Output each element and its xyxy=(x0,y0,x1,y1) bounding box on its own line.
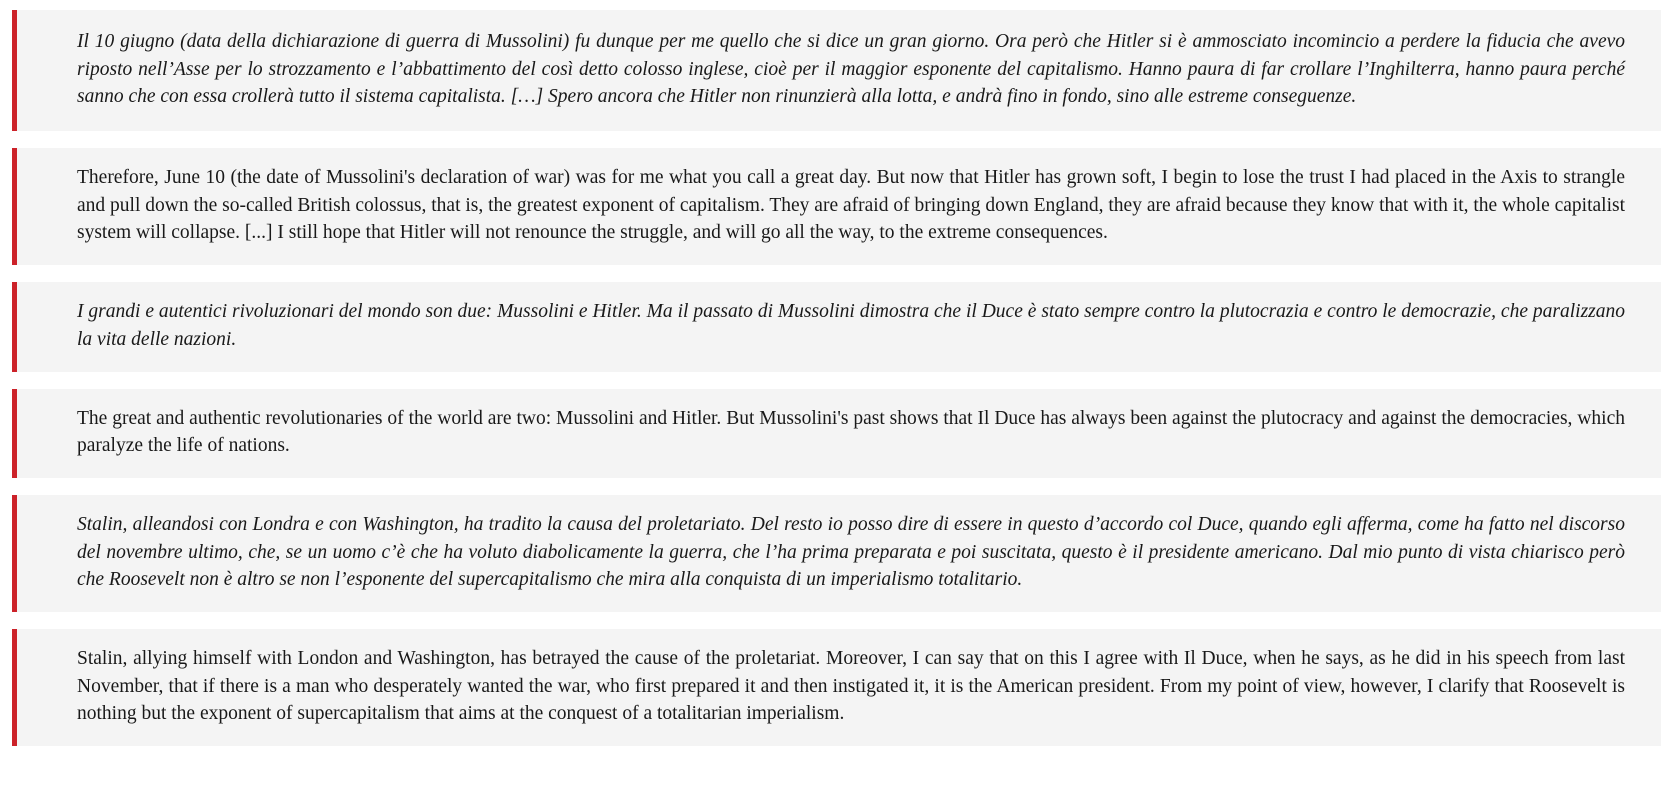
blockquote-quote-2-translation xyxy=(12,389,1661,478)
blockquote-quote-2 xyxy=(12,282,1661,371)
blockquote-text: The great and authentic revolutionaries of the world are two: Mussolini and Hitler. But Mussolini's past shows that Il Duce has always been against the plutocracy and against the democracies, which paralyze the life of nations. xyxy=(77,407,1625,457)
blockquote-text: I grandi e autentici rivoluzionari del mondo son due: Mussolini e Hitler. Ma il passato di Mussolini dimostra che il Duce è stato sempre contro la plutocrazia e contro le democrazie, che paralizzano la vita delle nazioni. xyxy=(77,301,1625,350)
blockquote-text: Therefore, June 10 (the date of Mussolini's declaration of war) was for me what you call a great day. But now that Hitler has grown soft, I begin to lose the trust I had placed in the Axis to strangle and pull down the so-called British colossus, that is, the greatest exponent of capitalism. They are afraid of bringing down England, they are afraid because they know that with it, the whole capitalist system will collapse. [...] I still hope that Hitler will not renounce the struggle, and will go all the way, to the extreme consequences. xyxy=(77,167,1625,244)
blockquote-text: Stalin, alleandosi con Londra e con Washington, ha tradito la causa del proletariato. Del resto io posso dire di essere in questo d’accordo col Duce, quando egli afferma, come ha fatto nel discorso del novembre ultimo, che, se un uomo c’è che ha voluto diabolicamente la guerra, che l’ha prima preparata e poi suscitata, questo è il presidente americano. Dal mio punto di vista chiarisco però che Roosevelt non è altro se non l’esponente del supercapitalismo che mira alla conquista di un imperialismo totalitario. xyxy=(77,513,1625,591)
blockquote-quote-1-translation xyxy=(12,148,1661,265)
blockquote-quote-3-translation xyxy=(12,629,1661,746)
blockquote-text: Stalin, allying himself with London and Washington, has betrayed the cause of the proletariat. Moreover, I can say that on this I agree with Il Duce, when he says, as he did in his speech from last November, that if there is a man who desperately wanted the war, who first prepared it and then instigated it, it is the American president. From my point of view, however, I clarify that Roosevelt is nothing but the exponent of supercapitalism that aims at the conquest of a totalitarian imperialism. xyxy=(77,647,1625,725)
blockquote-quote-1 xyxy=(12,10,1661,131)
blockquote-text: Il 10 giugno (data della dichiarazione di guerra di Mussolini) fu dunque per me quello che si dice un gran giorno. Ora però che Hitler si è ammosciato incomincio a perdere la fiducia che avevo riposto nell’Asse per lo strozzamento e l’abbattimento del così detto colosso inglese, cioè per il maggior esponente del capitalismo. Hanno paura di far crollare l’Inghilterra, hanno paura perché sanno che con essa crollerà tutto il sistema capitalista. […] Spero ancora che Hitler non rinunzierà alla lotta, e andrà fino in fondo, sino alle estreme conseguenze. xyxy=(77,31,1625,108)
blockquote-quote-3 xyxy=(12,495,1661,612)
